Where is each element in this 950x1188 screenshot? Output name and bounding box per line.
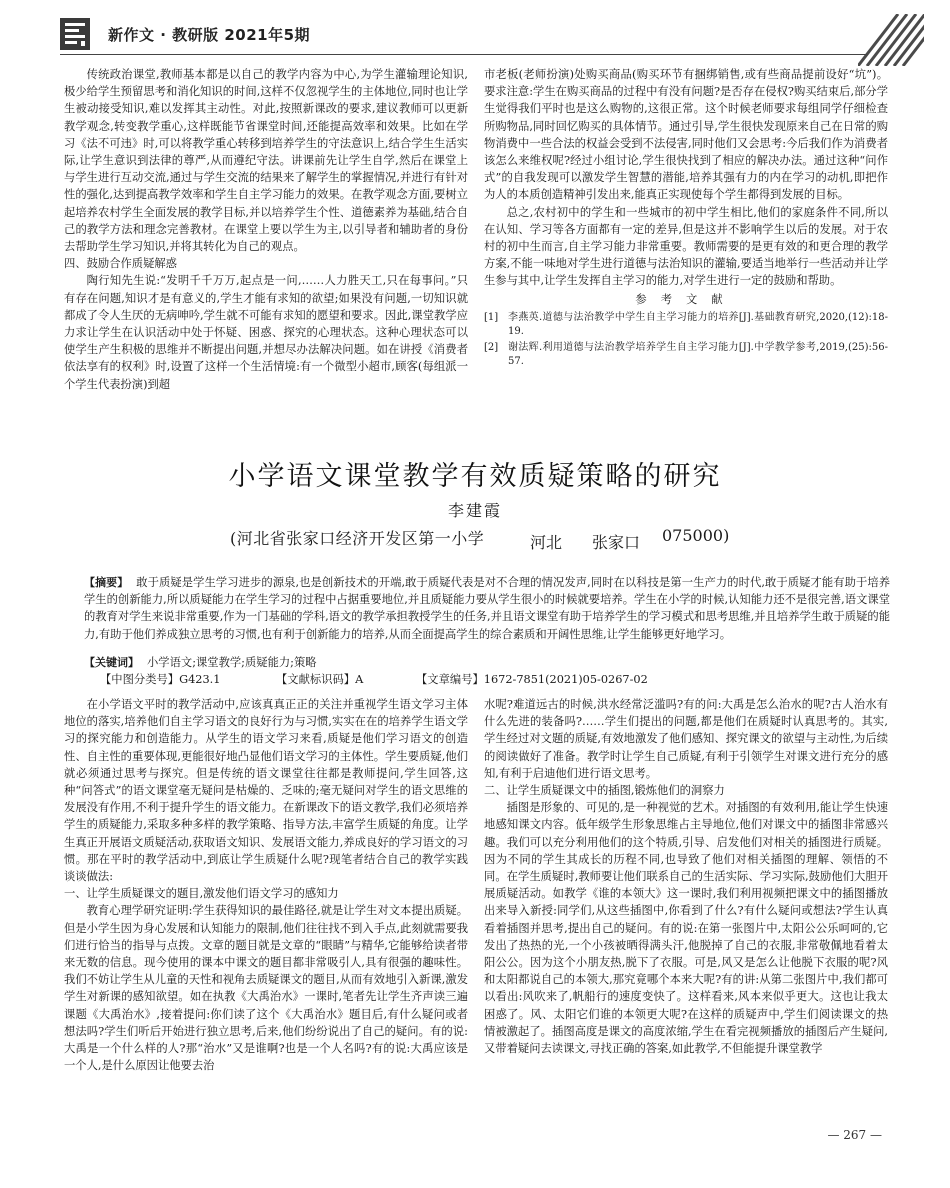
keywords [84,654,890,671]
prev-article-left-column [64,66,468,454]
document-code: 【文献标识码】A [276,673,364,686]
paragraph: 陶行知先生说:“发明千千万万,起点是一问,……人力胜天工,只在每事问。”只有存在问题,知识才是有意义的,学生才能有求知的欲望;如果没有问题,一切知识就都成了令人生厌的无病呻吟,学生就不可能有求知的愿望和要求。因此,课堂教学应力求让学生在认识活动中处于怀疑、困惑、探究的心理状态。这种心理状态可以使学生产生积极的思维并不断提出问题,并想尽办法解决问题。如在讲授《消费者依法享有的权利》时,设置了这样一个生活情境:有一个微型小超市,顾客(每组派一个学生代表扮演)到超 [64,274,468,391]
keywords-label: 【关键词】 [84,656,139,669]
prev-article-right-column [484,66,888,454]
affiliation-postcode: 075000) [662,526,730,545]
reference-text: 李燕英.道德与法治教学中学生自主学习能力的培养[J].基础教育研究,2020,(12):18-19. [508,311,888,337]
abstract-text: 敢于质疑是学生学习进步的源泉,也是创新技术的开端,敢于质疑代表是对不合理的情况发声,同时在以科技是第一生产力的时代,敢于质疑才能有助于培养学生的创新能力,所以质疑能力在学生学习的过程中占据重要地位,并且质疑能力要从学生很小的时候就要培养。学生在小学的时候,认知能力还不是很完善,语文课堂的教育对学生来说非常重要,作为一门基础的学科,语文的教学承担教授学生的任务,并且语文课堂有助于培养学生的学习模式和思考思维,并且培养学生敢于质疑的能力,有助于他们养成独立思考的习惯,也有利于创新能力的培养,从而全面提高学生的综合素质和开阔性思维,让学生能够更好地学习。 [84,576,890,641]
references-title: 参考文献 [635,292,737,306]
paragraph: 插图是形象的、可见的,是一种视觉的艺术。对插图的有效利用,能让学生快速地感知课文内容。低年级学生形象思维占主导地位,他们对课文中的插图非常感兴趣。我们可以充分利用他们的这个特质,引导、启发他们对相关的插图进行质疑。因为不同的学生其成长的历程不同,也导致了他们对相关插图的理解、领悟的不同。在学生质疑时,教师要让他们联系自己的生活实际、学习实际,鼓励他们大胆开展质疑活动。如教学《谁的本领大》这一课时,我们利用视频把课文中的插图播放出来导入新授:同学们,从这些插图中,你看到了什么?有什么疑问或想法?学生认真看着插图并思考,提出自己的疑问。有的说:在第一张图片中,太阳公公乐呵呵的,它发出了热热的光,一个小孩被晒得满头汗,他脱掉了自己的衣服,非常敬佩地看着太阳公公。因为这个小朋友热,脱下了衣服。可是,风又是怎么让他脱下衣服的呢?风和太阳都说自己的本领大,那究竟哪个本来大呢?有的讲:从第二张图片中,我们都可以看出:风吹来了,帆船行的速度变快了。这样看来,风本来似乎更大。这也让我太困惑了。风、太阳它们谁的本领更大呢?在这样的质疑声中,学生们阅读课文的热情被激起了。插图高度是课文的高度浓缩,学生在看完视频播放的插图后产生疑问,又带着疑问去读课文,寻找正确的答案,如此教学,不但能提升课堂教学 [484,801,888,1056]
paragraph: 市老板(老师扮演)处购买商品(购买环节有捆绑销售,或有些商品提前设好“坑”)。要求注意:学生在购买商品的过程中有没有问题?是否存在侵权?购买结束后,部分学生觉得我们平时也是这么购物的,这很正常。这个时候老师要求每组同学仔细检查所购物品,同时回忆购买的具体情节。通过引导,学生很快发现原来自己在日常的购物消费中一些合法的权益会受到不法侵害,同时他们又会思考:今后我们作为消费者该怎么来维权呢?经过小组讨论,学生很快找到了相应的解决办法。通过这种“问作式”的自我发现可以激发学生智慧的潜能,培养其强有力的内在学习的动机,即把作为人的本质创造精神引发出来,能真正实现使每个学生都得到发展的目标。 [484,68,888,202]
reference-item [484,341,888,369]
keywords-text: 小学语文;课堂教学;质疑能力;策略 [147,656,317,669]
reference-text: 谢法辉.利用道德与法治教学培养学生自主学习能力[J].中学教学参考,2019,(25):56-57. [508,341,888,367]
header-stripe-decoration [858,14,924,66]
clc-number: 【中图分类号】G423.1 [100,673,221,686]
section-heading: 一、让学生质疑课文的题目,激发他们语文学习的感知力 [64,887,339,901]
affiliation-school: (河北省张家口经济开发区第一小学 [230,529,485,548]
paragraph: 水呢?难道远古的时候,洪水经常泛滥吗?有的问:大禹是怎么治水的呢?古人治水有什么先进的装备吗?……学生们提出的问题,都是他们在质疑时认真思考的。其实,学生经过对文题的质疑,有效地激发了他们感知、探究课文的欲望与主动性,为后续的阅读做好了准备。教学时让学生自己质疑,有利于引领学生对课文进行充分的感知,有利于启迪他们进行语文思考。 [484,698,888,780]
journal-title: 新作文 · 教研版 2021年5期 [108,26,311,44]
article-right-column [484,696,888,1136]
affiliation-province: 河北 [530,533,563,552]
paragraph: 在小学语文平时的教学活动中,应该真真正正的关注并重视学生语文学习主体地位的落实,培养他们自主学习语文的良好行为与习惯,实实在在的培养学生语文学习的探究能力和创造能力。从学生的语文学习来看,质疑是他们学习语文的创造性、自主性的重要体现,更能很好地凸显他们语文学习的主体性。学生要质疑,他们就必须通过思考与探究。但是传统的语文课堂往往都是教师提问,学生回答,这种“问答式”的语文课堂毫无疑问是枯燥的、乏味的;毫无疑问对学生的语文思维的发展没有作用,不利于提升学生的语文能力。在新课改下的语文教学,我们必须培养学生的质疑能力,采取多种多样的教学策略、指导方法,丰富学生质疑的角度。让学生真正开展语文质疑活动,获取语文知识、发展语文能力,养成良好的学习语文的习惯。那在平时的教学活动中,到底让学生质疑什么呢?现笔者结合自己的教学实践谈谈做法: [64,698,468,884]
page-number: — 267 — [827,1128,882,1142]
paragraph: 总之,农村初中的学生和一些城市的初中学生相比,他们的家庭条件不同,所以在认知、学习等各方面都有一定的差异,但是这并不影响学生以后的发展。对于农村的初中生而言,自主学习能力非常重要。教师需要的是更有效的和更合理的教学方案,不能一味地对学生进行道德与法治知识的灌输,要适当地举行一些活动并让学生参与其中,让学生发挥自主学习的能力,对学生进行一定的鼓励和帮助。 [484,205,888,288]
page-header [0,0,950,62]
section-heading: 二、让学生质疑课文中的插图,锻炼他们的洞察力 [484,784,725,798]
article-left-column [64,696,468,1136]
abstract [84,574,890,643]
paragraph: 传统政治课堂,教师基本都是以自己的教学内容为中心,为学生灌输理论知识,极少给学生预留思考和消化知识的时间,这样不仅忽视学生的主体地位,同时也让学生被动接受知识,难以发挥其主动性。对此,按照新课改的要求,建议教师可以更新教学观念,转变教学重心,这样既能节省课堂时间,还能提高效率和效果。比如在学习《法不可违》时,可以将教学重心转移到培养学生的守法意识上,结合学生生活实际,让学生意识到法律的尊严,从而遵纪守法。讲课前先让学生自学,然后在课堂上与学生进行互动交流,通过与学生交流的结果来了解学生的掌握情况,并进行有针对性的强化,达到提高教学效率和学生自主学习能力的效果。在教学观念方面,要树立起培养农村学生全面发展的教学目标,并以培养学生个性、道德素养为基础,结合自己的教学方法和理念完善教材。在课堂上要以学生为主,以引导者和辅助者的身份去帮助学生学习知识,并将其转化为自己的观点。 [64,68,468,254]
reference-number: [2] [484,341,499,353]
paragraph: 教育心理学研究证明:学生获得知识的最佳路径,就是让学生对文本提出质疑。但是小学生因为身心发展和认知能力的限制,他们往往找不到入手点,此刻就需要我们进行恰当的指导与点拨。文章的题目就是文章的“眼睛”与精华,它能够给读者带来无数的信息。现今使用的课本中课文的题目都非常吸引人,具有很强的趣味性。我们不妨让学生从儿童的天性和视角去质疑课文的题目,从而有效地引入新课,激发学生对新课的感知欲望。如在执教《大禹治水》一课时,笔者先让学生齐声读三遍课题《大禹治水》,接着提问:你们读了这个《大禹治水》题目后,有什么疑问或者想法吗?学生们听后开始进行独立思考,后来,他们纷纷说出了自己的疑问。有的说:大禹是一个什么样的人?那“治水”又是谁啊?也是一个人名吗?有的说:大禹应该是一个人,是什么原因让他要去治 [64,904,468,1073]
article-title: 小学语文课堂教学有效质疑策略的研究 [228,461,722,492]
reference-item [484,311,888,339]
journal-logo-icon [60,18,90,50]
affiliation-city: 张家口 [592,533,641,552]
header-rule [60,54,868,55]
reference-number: [1] [484,311,499,323]
article-author: 李建霞 [447,501,502,520]
abstract-label: 【摘要】 [84,576,129,589]
section-heading: 四、鼓励合作质疑解惑 [64,257,177,271]
article-number: 【文章编号】1672-7851(2021)05-0267-02 [416,673,648,686]
